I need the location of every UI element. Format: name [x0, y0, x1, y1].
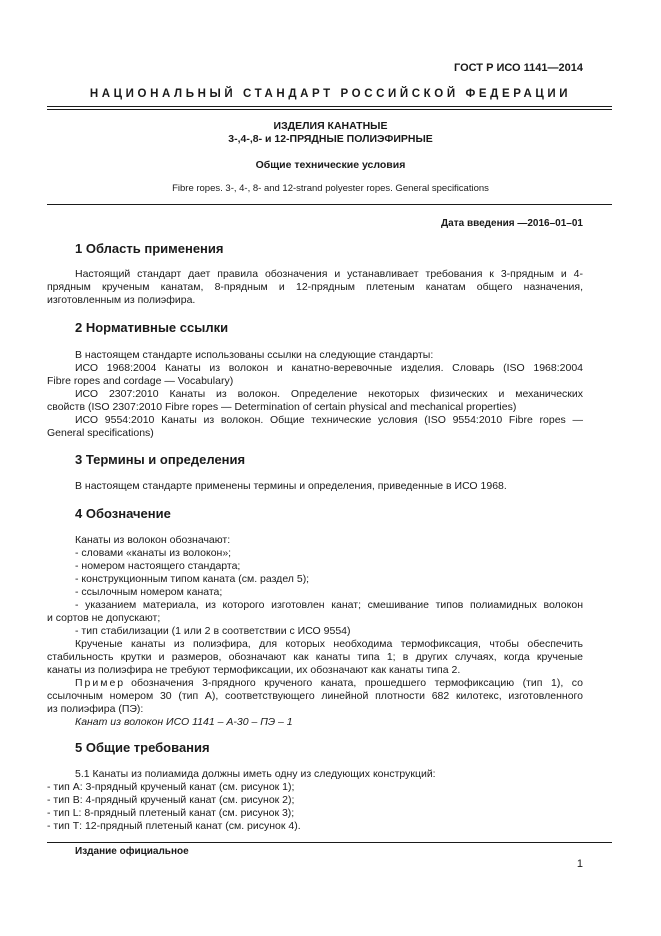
title-line-2: 3-,4-,8- и 12-ПРЯДНЫЕ ПОЛИЭФИРНЫЕ: [228, 133, 433, 145]
list-item: - тип стабилизации (1 или 2 в соответствии с ИСО 9554): [75, 625, 351, 637]
header-rule-top: [47, 106, 612, 107]
title-subtitle: Общие технические условия: [255, 159, 406, 171]
section-1-text-line: прядным крученым канатам, 8-прядным и 12-прядным плетеным канатам общего назначения,: [47, 281, 583, 293]
example-designation: Канат из волокон ИСО 1141 – А-30 – ПЭ – 1: [75, 716, 293, 728]
section-1-heading: 1 Область применения: [75, 241, 224, 256]
section-2-intro: В настоящем стандарте использованы ссылки на следующие стандарты:: [75, 349, 434, 361]
section-5-heading: 5 Общие требования: [75, 740, 210, 755]
section-1-text-line: изготовленным из полиэфира.: [47, 294, 196, 306]
section-4-intro: Канаты из волокон обозначают:: [75, 534, 231, 546]
paragraph-line: канаты из полиэфира не требуют термофиксации, их обозначают как канаты типа 2.: [47, 664, 461, 676]
section-5-intro: 5.1 Канаты из полиамида должны иметь одну из следующих конструкций:: [75, 768, 436, 780]
list-item: - словами «канаты из волокон»;: [75, 547, 232, 559]
list-item: - тип L: 8-прядный плетеный канат (см. рисунок 3);: [47, 807, 295, 819]
reference-line: General specifications): [47, 427, 154, 439]
paragraph-line: из полиэфира (ПЭ):: [47, 703, 144, 715]
list-item-continuation: и сортов не допускают;: [47, 612, 161, 624]
paragraph-line: Крученые канаты из полиэфира, для которых необходима термофиксация, чтобы обеспечить: [75, 638, 583, 650]
reference-line: ИСО 2307:2010 Канаты из волокон. Определение некоторых физических и механических: [75, 388, 583, 400]
list-item: - конструкционным типом каната (см. раздел 5);: [75, 573, 310, 585]
introduction-date: Дата введения —2016–01–01: [441, 218, 583, 229]
list-item: - ссылочным номером каната;: [75, 586, 223, 598]
page-number: 1: [576, 858, 583, 870]
title-line-1: ИЗДЕЛИЯ КАНАТНЫЕ: [273, 120, 388, 132]
example-label: Пример: [75, 677, 126, 689]
reference-line: свойств (ISO 2307:2010 Fibre ropes — Determination of certain physical and mechanical properties): [47, 401, 517, 413]
list-item: - указанием материала, из которого изготовлен канат; смешивание типов полиамидных волокон: [75, 599, 583, 611]
section-2-heading: 2 Нормативные ссылки: [75, 320, 229, 335]
list-item: - тип В: 4-прядный крученый канат (см. рисунок 2);: [47, 794, 295, 806]
list-item: - тип А: 3-прядный крученый канат (см. рисунок 1);: [47, 781, 295, 793]
list-item: - тип Т: 12-прядный плетеный канат (см. рисунок 4).: [47, 820, 301, 832]
edition-label: Издание официальное: [75, 846, 189, 857]
reference-line: Fibre ropes and cordage — Vocabulary): [47, 375, 234, 387]
list-item: - номером настоящего стандарта;: [75, 560, 241, 572]
document-code: ГОСТ Р ИСО 1141—2014: [453, 62, 583, 74]
section-4-heading: 4 Обозначение: [75, 506, 171, 521]
section-1-text-line: Настоящий стандарт дает правила обозначения и устанавливает требования к 3-прядным и 4-: [75, 268, 583, 280]
example-text: обозначения 3-прядного крученого каната, прошедшего термофиксацию (тип 1), со: [131, 677, 583, 689]
section-3-heading: 3 Термины и определения: [75, 452, 246, 467]
reference-line: ИСО 1968:2004 Канаты из волокон и канатно-веревочные изделия. Словарь (ISO 1968:2004: [75, 362, 583, 374]
paragraph-line: ссылочным номером 30 (тип А), соответствующего линейной плотности 682 килотекс, изготовленного: [47, 690, 583, 702]
header-rule-bottom: [47, 109, 612, 110]
title-rule: [47, 204, 612, 205]
section-3-text: В настоящем стандарте применены термины и определения, приведенные в ИСО 1968.: [75, 480, 507, 492]
paragraph-line: стабильность крутки и размеров, обозначают как канаты типа 1; в других случаях, когда крученые: [47, 651, 583, 663]
reference-line: ИСО 9554:2010 Канаты из волокон. Общие технические условия (ISO 9554:2010 Fibre ropes —: [75, 414, 583, 426]
title-english: Fibre ropes. 3-, 4-, 8- and 12-strand polyester ropes. General specifications: [172, 183, 489, 194]
footer-rule: [47, 842, 612, 843]
national-standard-banner: НАЦИОНАЛЬНЫЙ СТАНДАРТ РОССИЙСКОЙ ФЕДЕРАЦИИ: [89, 88, 572, 100]
example-line: [75, 677, 583, 690]
